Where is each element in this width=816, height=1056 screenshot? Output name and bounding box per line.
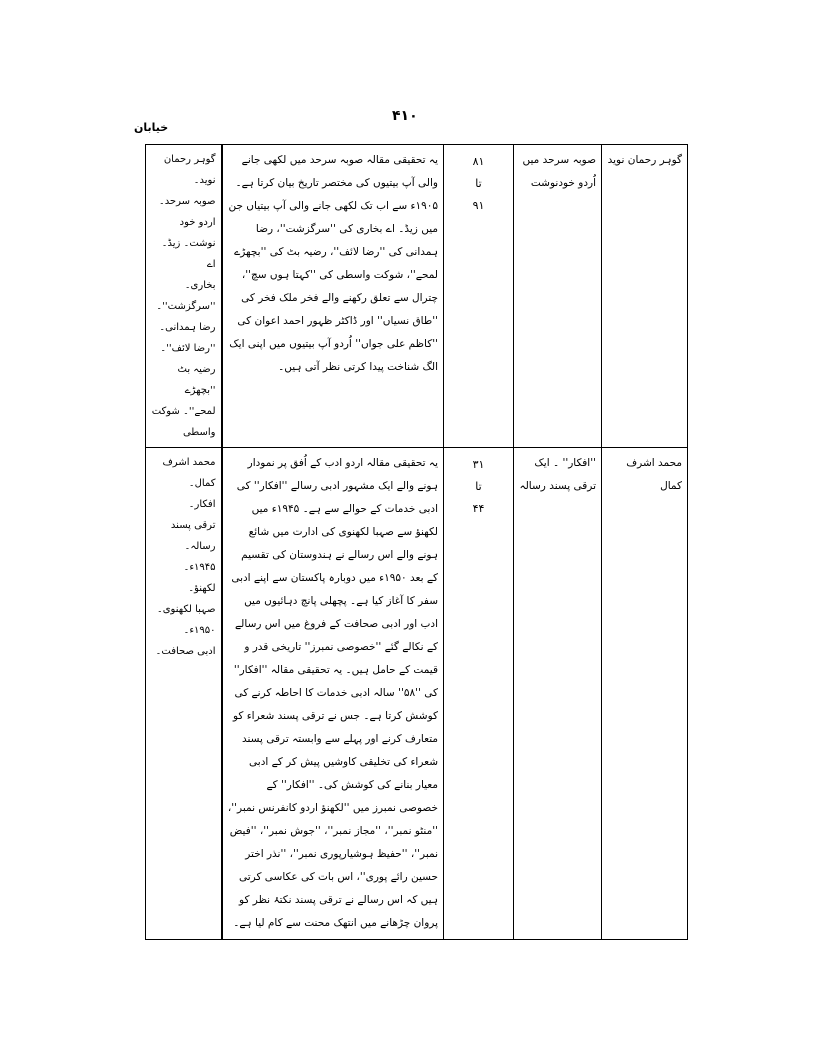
title-cell: صوبہ سرحد میں اُردو خودنوشت — [514, 145, 602, 448]
journal-name: خیابان — [134, 121, 169, 134]
keyword: ''رضا لائف''۔ — [160, 343, 216, 354]
keyword: لکھنؤ۔ — [188, 583, 216, 594]
author-cell: محمد اشرف کمال — [602, 448, 688, 940]
keyword: نوشت۔ زیڈ۔ اے — [161, 238, 216, 270]
keyword: محمد اشرف کمال۔ — [162, 457, 216, 489]
pages-cell — [444, 448, 514, 940]
keyword: ادبی صحافت۔ — [155, 646, 216, 657]
index-table — [145, 144, 688, 940]
keyword: ترقی پسند رسالہ۔ — [170, 520, 216, 552]
keyword: صوبہ سرحد۔ اردو خود — [158, 196, 216, 228]
table-row — [146, 448, 688, 940]
page-number: ۴۱۰ — [392, 108, 418, 124]
keyword: گوہر رحمان نوید۔ — [163, 154, 216, 186]
page-end: ۹۱ — [472, 199, 485, 212]
pages-cell — [444, 145, 514, 448]
keyword: لمحے''۔ شوکت واسطی — [151, 406, 216, 438]
summary-cell: یہ تحقیقی مقالہ صوبہ سرحد میں لکھی جانے والی آپ بیتیوں کی مختصر تاریخ بیان کرتا ہے۔ ۱۹۰۵ء سے اب تک لکھی جانے والی آپ بیتیاں جن میں زیڈ۔ اے بخاری کی ''سرگزشت''، رضا ہمدانی کی ''رضا لائف''، رضیہ بٹ کی ''بچھڑے لمحے''، شوکت واسطی کی ''کہتا ہوں سچ''، چترال سے تعلق رکھنے والے فخر ملک فخر کی ''طاق نسیاں'' اور ڈاکٹر ظہور احمد اعوان کی ''کاظم علی جواں'' اُردو آپ بیتیوں میں اپنی ایک الگ شناخت پیدا کرتی نظر آتی ہیں۔ — [222, 145, 444, 448]
keyword: افکار۔ — [188, 499, 216, 510]
page-end: ۴۴ — [472, 502, 485, 515]
page-to: تا — [475, 480, 482, 493]
page-start: ۳۱ — [472, 458, 485, 471]
author-cell: گوہر رحمان نوید — [602, 145, 688, 448]
page-to: تا — [475, 177, 482, 190]
table-row — [146, 145, 688, 448]
page-start: ۸۱ — [472, 155, 485, 168]
keyword: ۱۹۴۵ء۔ — [183, 562, 216, 573]
keyword: صہبا لکھنوی۔ — [156, 604, 216, 615]
keyword: بخاری۔ — [184, 280, 216, 291]
keywords-cell — [146, 448, 222, 940]
keyword: ''سرگزشت''۔ — [156, 301, 216, 312]
keywords-cell — [146, 145, 222, 448]
summary-cell: یہ تحقیقی مقالہ اردو ادب کے اُفق پر نمودار ہونے والے ایک مشہور ادبی رسالے ''افکار'' کی ادبی خدمات کے حوالے سے ہے۔ ۱۹۴۵ء میں لکھنؤ سے صہبا لکھنوی کی ادارت میں شائع ہونے والے اس رسالے نے ہندوستان کی تقسیم کے بعد ۱۹۵۰ء میں دوبارہ پاکستان سے اپنے ادبی سفر کا آغاز کیا ہے۔ پچھلی پانچ دہائیوں میں ادب اور ادبی صحافت کے فروغ میں اس رسالے کے نکالے گئے ''خصوصی نمبرز'' تاریخی قدر و قیمت کے حامل ہیں۔ یہ تحقیقی مقالہ ''افکار'' کی ''۵۸'' سالہ ادبی خدمات کا احاطہ کرنے کی کوشش کرتا ہے۔ جس نے ترقی پسند شعراء کو متعارف کرنے اور پہلے سے وابستہ ترقی پسند شعراء کی تخلیقی کاوشیں پیش کر کے ادبی معیار بنانے کی کوشش کی۔ ''افکار'' کے خصوصی نمبرز میں ''لکھنؤ اردو کانفرنس نمبر''، ''منٹو نمبر''، ''مجاز نمبر''، ''جوش نمبر''، ''فیض نمبر''، ''حفیظ ہوشیارپوری نمبر''، ''نذر اختر حسین رائے پوری''، اس بات کی عکاسی کرتی ہیں کہ اس رسالے نے ترقی پسند نکتۂ نظر کو پروان چڑھانے میں انتھک محنت سے کام لیا ہے۔ — [222, 448, 444, 940]
keyword: رضا ہمدانی۔ — [159, 322, 216, 333]
keyword: ۱۹۵۰ء۔ — [183, 625, 216, 636]
title-cell: ''افکار'' ۔ ایک ترقی پسند رسالہ — [514, 448, 602, 940]
keyword: رضیہ بٹ ''بچھڑے — [177, 364, 216, 396]
